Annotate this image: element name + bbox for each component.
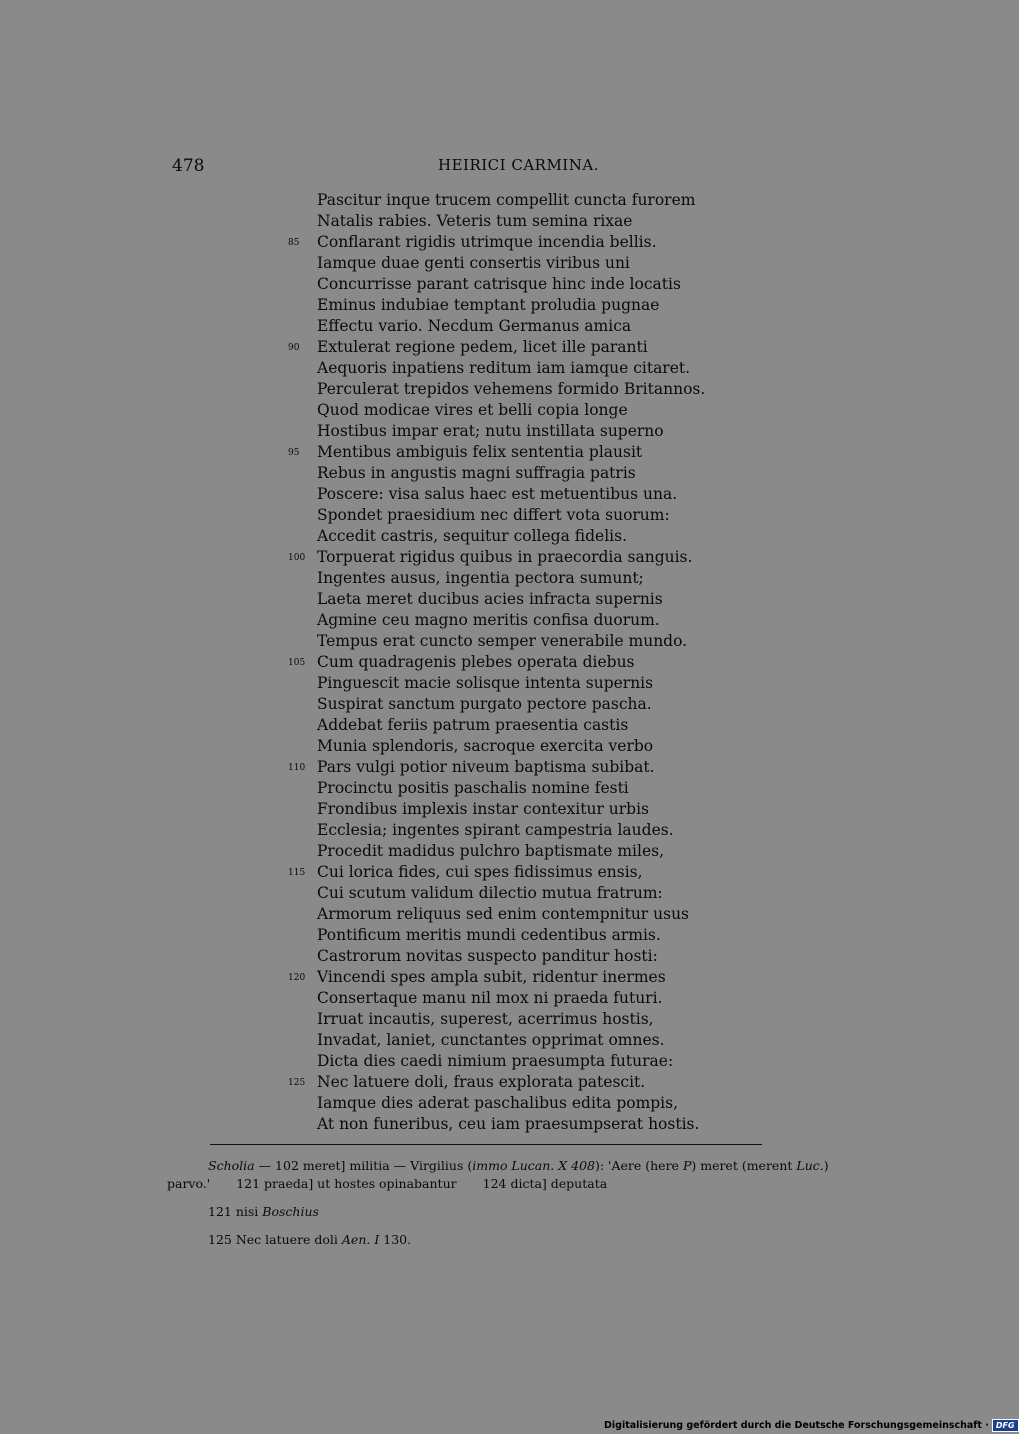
- verse-text: Poscere: visa salus haec est metuentibus una.: [317, 485, 678, 503]
- verse-number: 120: [288, 973, 306, 983]
- footnote-rule: [210, 1144, 762, 1145]
- verse-line: [0, 799, 1000, 820]
- verse-line: [0, 484, 1000, 505]
- verse-line: [0, 946, 1000, 967]
- verse-text: Rebus in angustis magni suffragia patris: [317, 464, 636, 482]
- verse-line: [0, 526, 1000, 547]
- verse-line: [0, 589, 1000, 610]
- verse-text: Ecclesia; ingentes spirant campestria laudes.: [317, 821, 674, 839]
- verse-line: [0, 232, 1000, 253]
- verse-text: Suspirat sanctum purgato pectore pascha.: [317, 695, 652, 713]
- verse-line: [0, 820, 1000, 841]
- verse-text: Pars vulgi potior niveum baptisma subibat.: [317, 758, 655, 776]
- verse-line: [0, 316, 1000, 337]
- credit-text: Digitalisierung gefördert durch die Deutsche Forschungsgemeinschaft ·: [604, 1419, 989, 1431]
- verse-text: Accedit castris, sequitur collega fidelis.: [317, 527, 627, 545]
- verse-text: Consertaque manu nil mox ni praeda futuri.: [317, 989, 663, 1007]
- verse-text: Agmine ceu magno meritis confisa duorum.: [317, 611, 660, 629]
- verse-line: [0, 715, 1000, 736]
- apparatus-line-1: 121 nisi Boschius: [208, 1204, 319, 1219]
- verse-text: Pontificum meritis mundi cedentibus armis.: [317, 926, 661, 944]
- verse-line: [0, 610, 1000, 631]
- verse-line: [0, 883, 1000, 904]
- verse-text: Quod modicae vires et belli copia longe: [317, 401, 628, 419]
- verse-line: [0, 1009, 1000, 1030]
- verse-line: [0, 337, 1000, 358]
- verse-line: [0, 358, 1000, 379]
- dfg-logo-icon: DFG: [992, 1419, 1019, 1432]
- verse-text: Cui scutum validum dilectio mutua fratrum:: [317, 884, 663, 902]
- verse-line: [0, 925, 1000, 946]
- verse-line: [0, 1072, 1000, 1093]
- verse-number: 105: [288, 658, 306, 668]
- verse-line: [0, 757, 1000, 778]
- verse-line: [0, 379, 1000, 400]
- digitization-credit: [604, 1418, 1019, 1432]
- verse-text: Munia splendoris, sacroque exercita verbo: [317, 737, 654, 755]
- verse-number: 95: [288, 448, 300, 458]
- verse-text: Hostibus impar erat; nutu instillata superno: [317, 422, 664, 440]
- verse-line: [0, 1051, 1000, 1072]
- verse-text: Spondet praesidium nec differt vota suorum:: [317, 506, 670, 524]
- verse-text: Iamque dies aderat paschalibus edita pompis,: [317, 1094, 679, 1112]
- verse-line: [0, 631, 1000, 652]
- verse-text: Frondibus implexis instar contexitur urbis: [317, 800, 650, 818]
- verse-text: Perculerat trepidos vehemens formido Britannos.: [317, 380, 706, 398]
- verse-line: [0, 1114, 1000, 1135]
- verse-text: Tempus erat cuncto semper venerabile mundo.: [317, 632, 688, 650]
- verse-text: Conflarant rigidis utrimque incendia bellis.: [317, 233, 657, 251]
- verse-line: [0, 904, 1000, 925]
- verse-text: Nec latuere doli, fraus explorata patescit.: [317, 1073, 646, 1091]
- verse-text: Mentibus ambiguis felix sententia plausit: [317, 443, 643, 461]
- verse-text: Iamque duae genti consertis viribus uni: [317, 254, 630, 272]
- verse-line: [0, 1093, 1000, 1114]
- verse-number: 85: [288, 238, 300, 248]
- verse-text: Laeta meret ducibus acies infracta supernis: [317, 590, 663, 608]
- verse-line: [0, 463, 1000, 484]
- verse-line: [0, 862, 1000, 883]
- verse-line: [0, 652, 1000, 673]
- verse-text: Eminus indubiae temptant proludia pugnae: [317, 296, 660, 314]
- verse-text: Armorum reliquus sed enim contempnitur usus: [317, 905, 690, 923]
- verse-number: 110: [288, 763, 306, 773]
- verse-text: Pascitur inque trucem compellit cuncta furorem: [317, 191, 696, 209]
- apparatus-line-2: 125 Nec latuere doli Aen. I 130.: [208, 1232, 412, 1247]
- poem-text: [0, 190, 1000, 1135]
- verse-text: Pinguescit macie solisque intenta supernis: [317, 674, 654, 692]
- running-head: HEIRICI CARMINA.: [438, 156, 599, 174]
- verse-text: Cui lorica fides, cui spes fidissimus ensis,: [317, 863, 643, 881]
- verse-text: Invadat, laniet, cunctantes opprimat omnes.: [317, 1031, 665, 1049]
- verse-text: Procinctu positis paschalis nomine festi: [317, 779, 629, 797]
- verse-number: 100: [288, 553, 306, 563]
- verse-number: 125: [288, 1078, 306, 1088]
- verse-text: Addebat feriis patrum praesentia castis: [317, 716, 629, 734]
- verse-text: Cum quadragenis plebes operata diebus: [317, 653, 635, 671]
- scholia-line-2: parvo.' 121 praeda] ut hostes opinabantur 124 dicta] deputata: [167, 1176, 608, 1191]
- verse-text: At non funeribus, ceu iam praesumpserat hostis.: [317, 1115, 700, 1133]
- verse-line: [0, 211, 1000, 232]
- page-number: 478: [172, 156, 205, 176]
- verse-line: [0, 694, 1000, 715]
- verse-number: 115: [288, 868, 306, 878]
- scholia-line-1: Scholia — 102 meret] militia — Virgilius (immo Lucan. X 408): 'Aere (here P) meret (merent Luc.): [208, 1158, 829, 1173]
- verse-line: [0, 988, 1000, 1009]
- verse-text: Effectu vario. Necdum Germanus amica: [317, 317, 632, 335]
- verse-line: [0, 421, 1000, 442]
- verse-line: [0, 841, 1000, 862]
- verse-line: [0, 736, 1000, 757]
- verse-line: [0, 274, 1000, 295]
- verse-text: Aequoris inpatiens reditum iam iamque citaret.: [317, 359, 691, 377]
- verse-text: Castrorum novitas suspecto panditur hosti:: [317, 947, 658, 965]
- verse-text: Concurrisse parant catrisque hinc inde locatis: [317, 275, 681, 293]
- verse-line: [0, 253, 1000, 274]
- verse-line: [0, 505, 1000, 526]
- verse-text: Natalis rabies. Veteris tum semina rixae: [317, 212, 633, 230]
- verse-text: Irruat incautis, superest, acerrimus hostis,: [317, 1010, 654, 1028]
- verse-line: [0, 295, 1000, 316]
- verse-line: [0, 778, 1000, 799]
- verse-text: Procedit madidus pulchro baptismate miles,: [317, 842, 665, 860]
- verse-number: 90: [288, 343, 300, 353]
- verse-text: Torpuerat rigidus quibus in praecordia sanguis.: [317, 548, 693, 566]
- verse-line: [0, 547, 1000, 568]
- verse-text: Extulerat regione pedem, licet ille paranti: [317, 338, 648, 356]
- verse-line: [0, 400, 1000, 421]
- verse-line: [0, 967, 1000, 988]
- verse-line: [0, 190, 1000, 211]
- verse-text: Dicta dies caedi nimium praesumpta futurae:: [317, 1052, 674, 1070]
- verse-text: Ingentes ausus, ingentia pectora sumunt;: [317, 569, 644, 587]
- verse-line: [0, 673, 1000, 694]
- verse-text: Vincendi spes ampla subit, ridentur inermes: [317, 968, 666, 986]
- verse-line: [0, 568, 1000, 589]
- verse-line: [0, 1030, 1000, 1051]
- verse-line: [0, 442, 1000, 463]
